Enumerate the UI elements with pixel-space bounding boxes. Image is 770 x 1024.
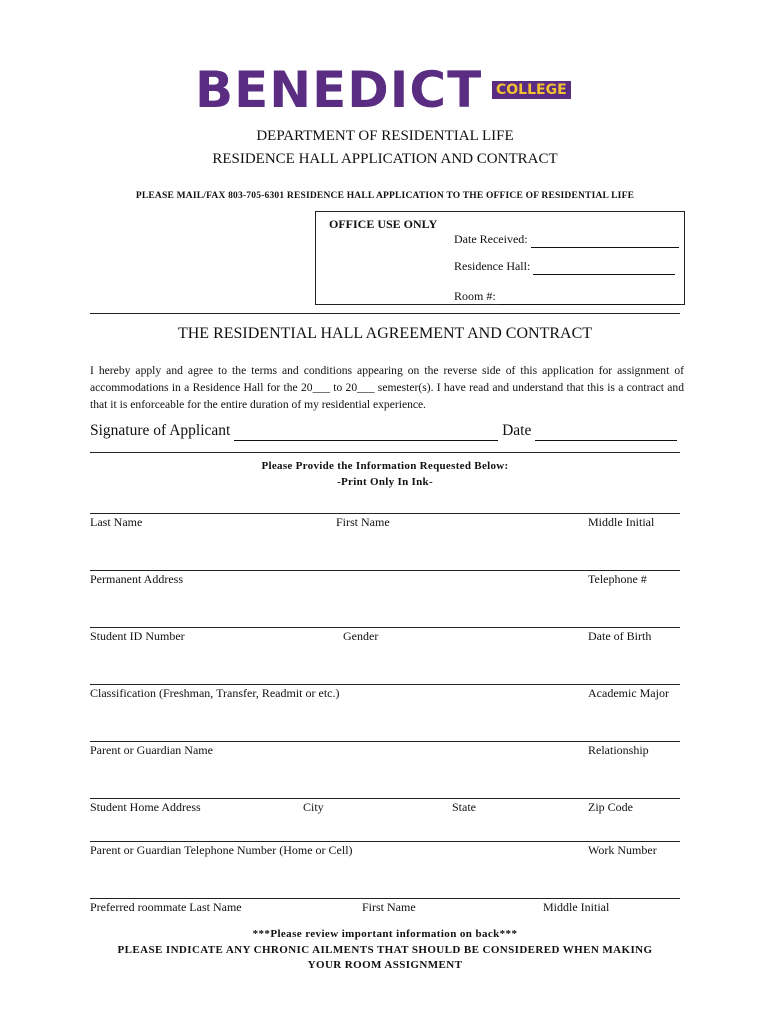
telephone-label: Telephone # (588, 572, 647, 586)
divider (90, 452, 680, 453)
signature-date-label: Date (502, 422, 532, 439)
room-number-line[interactable] (499, 289, 679, 305)
roommate-last-name-label: Preferred roommate Last Name (90, 900, 242, 914)
department-heading: DEPARTMENT OF RESIDENTIAL LIFE (256, 128, 514, 144)
signature-date-line[interactable] (535, 422, 677, 441)
classification-input-line[interactable] (90, 684, 680, 685)
middle-initial-label: Middle Initial (588, 515, 655, 529)
city-label: City (303, 800, 324, 814)
agreement-title: THE RESIDENTIAL HALL AGREEMENT AND CONTRACT (177, 325, 593, 342)
guardian-name-input-line[interactable] (90, 741, 680, 742)
work-number-label: Work Number (588, 843, 657, 857)
signature-label: Signature of Applicant (90, 422, 231, 439)
roommate-middle-initial-label: Middle Initial (543, 900, 610, 914)
roommate-input-line[interactable] (90, 898, 680, 899)
mail-instruction: PLEASE MAIL/FAX 803-705-6301 RESIDENCE HALL APPLICATION TO THE OFFICE OF RESIDENTIAL LIFE (135, 191, 635, 201)
permanent-address-input-line[interactable] (90, 570, 680, 571)
office-use-box (315, 211, 685, 305)
guardian-name-label: Parent or Guardian Name (90, 743, 213, 757)
relationship-label: Relationship (588, 743, 649, 757)
home-address-input-line[interactable] (90, 798, 680, 799)
chronic-ailments-line-2: YOUR ROOM ASSIGNMENT (307, 959, 463, 971)
gender-label: Gender (343, 629, 379, 643)
signature-line[interactable] (234, 422, 498, 441)
benedict-college-logo (195, 60, 575, 120)
date-received-label: Date Received: (454, 232, 528, 246)
residence-hall-row (454, 259, 675, 275)
logo-wordmark: BENEDICT (195, 61, 483, 119)
classification-label: Classification (Freshman, Transfer, Readmit or etc.) (90, 686, 340, 700)
room-number-row (454, 289, 679, 305)
first-name-label: First Name (336, 515, 390, 529)
last-name-label: Last Name (90, 515, 143, 529)
guardian-phone-input-line[interactable] (90, 841, 680, 842)
review-note: ***Please review important information on back*** (252, 928, 518, 940)
date-of-birth-label: Date of Birth (588, 629, 652, 643)
residence-hall-label: Residence Hall: (454, 259, 531, 273)
home-address-label: Student Home Address (90, 800, 201, 814)
agreement-paragraph: I hereby apply and agree to the terms and conditions appearing on the reverse side of this application for assignment of accommodations in a Residence Hall for the 20___ to 20___ semester(s). I have read and understand that this is a contract and that it is enforceable for the entire duration of my residential experience. (90, 364, 684, 411)
application-title: RESIDENCE HALL APPLICATION AND CONTRACT (212, 151, 558, 167)
residence-hall-line[interactable] (533, 259, 675, 275)
academic-major-label: Academic Major (588, 686, 669, 700)
instructions (0, 458, 770, 490)
student-id-input-line[interactable] (90, 627, 680, 628)
footer-note (0, 927, 770, 974)
office-use-title: OFFICE USE ONLY (329, 217, 438, 231)
guardian-phone-label: Parent or Guardian Telephone Number (Home or Cell) (90, 843, 353, 857)
student-id-label: Student ID Number (90, 629, 185, 643)
permanent-address-label: Permanent Address (90, 572, 183, 586)
chronic-ailments-line-1: PLEASE INDICATE ANY CHRONIC AILMENTS THAT SHOULD BE CONSIDERED WHEN MAKING (117, 943, 653, 956)
last-name-input-line[interactable] (90, 513, 680, 514)
room-number-label: Room #: (454, 289, 496, 303)
instructions-line-2: -Print Only In Ink- (337, 476, 433, 488)
instructions-line-1: Please Provide the Information Requested Below: (261, 460, 509, 472)
date-received-line[interactable] (531, 232, 679, 248)
state-label: State (452, 800, 476, 814)
zip-code-label: Zip Code (588, 800, 633, 814)
divider (90, 313, 680, 314)
logo-college-badge: COLLEGE (492, 81, 571, 99)
date-received-row (454, 232, 679, 248)
signature-row (90, 422, 682, 441)
roommate-first-name-label: First Name (362, 900, 416, 914)
